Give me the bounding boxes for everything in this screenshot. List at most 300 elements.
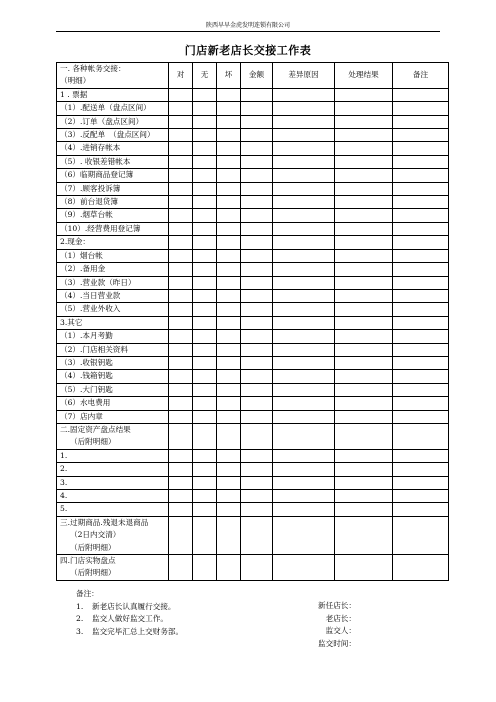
cell-reason[interactable] (273, 410, 335, 423)
cell-reason[interactable] (273, 397, 335, 410)
cell-remark[interactable] (393, 209, 449, 222)
cell-result[interactable] (335, 356, 393, 369)
cell-amount[interactable] (241, 115, 273, 128)
cell-result[interactable] (335, 370, 393, 383)
row-label: （1）烟台帐 (57, 249, 169, 262)
table-row (57, 463, 449, 476)
cell-huai[interactable] (217, 222, 241, 235)
note-text: 监交人做好监交工作。 (92, 614, 168, 624)
cell-huai[interactable] (217, 503, 241, 516)
cell-reason[interactable] (273, 169, 335, 182)
cell-remark[interactable] (393, 142, 449, 155)
cell-wu[interactable] (193, 316, 217, 329)
cell-amount[interactable] (241, 410, 273, 423)
cell-amount[interactable] (241, 356, 273, 369)
table-row (57, 236, 449, 249)
cell-remark[interactable] (393, 423, 449, 449)
cell-dui[interactable] (169, 155, 193, 168)
cell-remark[interactable] (393, 463, 449, 476)
cell-dui[interactable] (169, 196, 193, 209)
cell-reason[interactable] (273, 209, 335, 222)
table-row (57, 88, 449, 101)
cell-result[interactable] (335, 169, 393, 182)
cell-reason[interactable] (273, 370, 335, 383)
cell-remark[interactable] (393, 410, 449, 423)
cell-reason[interactable] (273, 142, 335, 155)
cell-remark[interactable] (393, 249, 449, 262)
cell-dui[interactable] (169, 169, 193, 182)
cell-result[interactable] (335, 303, 393, 316)
cell-result[interactable] (335, 263, 393, 276)
cell-wu[interactable] (193, 423, 217, 449)
row-label: （4）.进销存帐本 (57, 142, 169, 155)
cell-amount[interactable] (241, 490, 273, 503)
cell-result[interactable] (335, 209, 393, 222)
cell-wu[interactable] (193, 476, 217, 489)
cell-remark[interactable] (393, 316, 449, 329)
cell-reason[interactable] (273, 463, 335, 476)
cell-amount[interactable] (241, 276, 273, 289)
cell-amount[interactable] (241, 370, 273, 383)
cell-remark[interactable] (393, 383, 449, 396)
cell-remark[interactable] (393, 330, 449, 343)
cell-dui[interactable] (169, 222, 193, 235)
cell-amount[interactable] (241, 555, 273, 581)
cell-remark[interactable] (393, 169, 449, 182)
cell-wu[interactable] (193, 182, 217, 195)
notes-heading: 备注： (76, 589, 99, 598)
cell-reason[interactable] (273, 182, 335, 195)
cell-remark[interactable] (393, 503, 449, 516)
cell-amount[interactable] (241, 303, 273, 316)
cell-remark[interactable] (393, 555, 449, 581)
cell-reason[interactable] (273, 423, 335, 449)
table-row (57, 449, 449, 462)
cell-dui[interactable] (169, 449, 193, 462)
cell-reason[interactable] (273, 343, 335, 356)
cell-remark[interactable] (393, 196, 449, 209)
cell-huai[interactable] (217, 182, 241, 195)
cell-reason[interactable] (273, 222, 335, 235)
cell-amount[interactable] (241, 182, 273, 195)
table-row (57, 555, 449, 581)
cell-wu[interactable] (193, 370, 217, 383)
cell-remark[interactable] (393, 129, 449, 142)
cell-wu[interactable] (193, 222, 217, 235)
cell-amount[interactable] (241, 397, 273, 410)
cell-huai[interactable] (217, 263, 241, 276)
header-item (57, 63, 169, 89)
cell-remark[interactable] (393, 356, 449, 369)
cell-remark[interactable] (393, 370, 449, 383)
row-label: （10）.经营费用登记簿 (57, 222, 169, 235)
cell-dui[interactable] (169, 423, 193, 449)
cell-huai[interactable] (217, 289, 241, 302)
cell-wu[interactable] (193, 356, 217, 369)
cell-wu[interactable] (193, 383, 217, 396)
cell-result[interactable] (335, 503, 393, 516)
section3-label (57, 516, 169, 554)
cell-result[interactable] (335, 449, 393, 462)
section4-line2: （后附明细） (70, 568, 116, 578)
cell-reason[interactable] (273, 303, 335, 316)
cell-huai[interactable] (217, 343, 241, 356)
cell-remark[interactable] (393, 155, 449, 168)
cell-amount[interactable] (241, 88, 273, 101)
cell-dui[interactable] (169, 383, 193, 396)
cell-wu[interactable] (193, 102, 217, 115)
note-number: 3. (76, 626, 84, 636)
cell-remark[interactable] (393, 516, 449, 554)
signature-block (276, 600, 356, 650)
cell-result[interactable] (335, 289, 393, 302)
cell-amount[interactable] (241, 169, 273, 182)
cell-huai[interactable] (217, 88, 241, 101)
cell-amount[interactable] (241, 129, 273, 142)
cell-remark[interactable] (393, 303, 449, 316)
table-row (57, 410, 449, 423)
cell-dui[interactable] (169, 209, 193, 222)
section4-line1: 四.门店实物盘点 (60, 556, 116, 566)
cell-amount[interactable] (241, 142, 273, 155)
cell-amount[interactable] (241, 222, 273, 235)
asset-row-label: 5. (57, 503, 169, 516)
table-row (57, 276, 449, 289)
cell-wu[interactable] (193, 196, 217, 209)
cell-remark[interactable] (393, 397, 449, 410)
table-row (57, 182, 449, 195)
table-row (57, 222, 449, 235)
cell-huai[interactable] (217, 276, 241, 289)
cell-reason[interactable] (273, 249, 335, 262)
cell-wu[interactable] (193, 503, 217, 516)
cell-reason[interactable] (273, 383, 335, 396)
cell-huai[interactable] (217, 423, 241, 449)
cell-wu[interactable] (193, 490, 217, 503)
cell-result[interactable] (335, 142, 393, 155)
cell-result[interactable] (335, 222, 393, 235)
cell-dui[interactable] (169, 316, 193, 329)
cell-reason[interactable] (273, 155, 335, 168)
row-label: 3.其它 (57, 316, 169, 329)
cell-huai[interactable] (217, 490, 241, 503)
cell-huai[interactable] (217, 102, 241, 115)
cell-reason[interactable] (273, 330, 335, 343)
cell-amount[interactable] (241, 383, 273, 396)
cell-wu[interactable] (193, 209, 217, 222)
cell-dui[interactable] (169, 263, 193, 276)
cell-result[interactable] (335, 410, 393, 423)
table-row (57, 129, 449, 142)
cell-wu[interactable] (193, 129, 217, 142)
row-label: （5）.营业外收入 (57, 303, 169, 316)
cell-huai[interactable] (217, 236, 241, 249)
cell-remark[interactable] (393, 102, 449, 115)
cell-wu[interactable] (193, 449, 217, 462)
asset-row-label: 3. (57, 476, 169, 489)
cell-wu[interactable] (193, 343, 217, 356)
table-row (57, 343, 449, 356)
cell-reason[interactable] (273, 516, 335, 554)
cell-result[interactable] (335, 276, 393, 289)
table-row (57, 155, 449, 168)
cell-dui[interactable] (169, 303, 193, 316)
cell-remark[interactable] (393, 490, 449, 503)
cell-result[interactable] (335, 249, 393, 262)
signature-supervisor: 监交人： (325, 626, 356, 636)
cell-remark[interactable] (393, 289, 449, 302)
header-amount: 金额 (241, 63, 273, 89)
table-row (57, 503, 449, 516)
cell-result[interactable] (335, 330, 393, 343)
cell-huai[interactable] (217, 370, 241, 383)
cell-wu[interactable] (193, 516, 217, 554)
cell-wu[interactable] (193, 289, 217, 302)
cell-reason[interactable] (273, 289, 335, 302)
cell-huai[interactable] (217, 142, 241, 155)
row-label: （5）. 收银差错帐本 (57, 155, 169, 168)
table-row (57, 490, 449, 503)
table-row (57, 383, 449, 396)
row-label: （1）.本月考勤 (57, 330, 169, 343)
cell-reason[interactable] (273, 196, 335, 209)
cell-reason[interactable] (273, 476, 335, 489)
cell-huai[interactable] (217, 463, 241, 476)
cell-wu[interactable] (193, 115, 217, 128)
cell-dui[interactable] (169, 370, 193, 383)
cell-dui[interactable] (169, 555, 193, 581)
row-label: （7）.顾客投诉簿 (57, 182, 169, 195)
cell-amount[interactable] (241, 155, 273, 168)
cell-huai[interactable] (217, 410, 241, 423)
cell-wu[interactable] (193, 410, 217, 423)
cell-result[interactable] (335, 343, 393, 356)
row-label: （9）.烟草台帐 (57, 209, 169, 222)
cell-reason[interactable] (273, 102, 335, 115)
cell-dui[interactable] (169, 129, 193, 142)
table-row (57, 263, 449, 276)
cell-wu[interactable] (193, 263, 217, 276)
cell-dui[interactable] (169, 102, 193, 115)
cell-wu[interactable] (193, 236, 217, 249)
cell-huai[interactable] (217, 476, 241, 489)
cell-remark[interactable] (393, 343, 449, 356)
cell-dui[interactable] (169, 115, 193, 128)
table-row (57, 303, 449, 316)
cell-remark[interactable] (393, 182, 449, 195)
cell-dui[interactable] (169, 330, 193, 343)
cell-amount[interactable] (241, 449, 273, 462)
cell-amount[interactable] (241, 263, 273, 276)
cell-huai[interactable] (217, 115, 241, 128)
cell-amount[interactable] (241, 209, 273, 222)
cell-wu[interactable] (193, 397, 217, 410)
cell-result[interactable] (335, 423, 393, 449)
cell-wu[interactable] (193, 169, 217, 182)
table-row (57, 316, 449, 329)
row-label: （3）.收银钥匙 (57, 356, 169, 369)
cell-wu[interactable] (193, 88, 217, 101)
cell-result[interactable] (335, 555, 393, 581)
row-label: （2）.订单（盘点区间） (57, 115, 169, 128)
cell-dui[interactable] (169, 397, 193, 410)
cell-remark[interactable] (393, 276, 449, 289)
cell-reason[interactable] (273, 263, 335, 276)
cell-wu[interactable] (193, 463, 217, 476)
cell-reason[interactable] (273, 276, 335, 289)
cell-amount[interactable] (241, 463, 273, 476)
cell-huai[interactable] (217, 356, 241, 369)
cell-result[interactable] (335, 155, 393, 168)
row-label: 1 . 票据 (57, 88, 169, 101)
cell-wu[interactable] (193, 330, 217, 343)
cell-remark[interactable] (393, 88, 449, 101)
note-number: 1. (76, 601, 84, 611)
cell-remark[interactable] (393, 263, 449, 276)
table-row (57, 476, 449, 489)
cell-wu[interactable] (193, 555, 217, 581)
cell-huai[interactable] (217, 449, 241, 462)
row-label: （5）.大门钥匙 (57, 383, 169, 396)
cell-result[interactable] (335, 490, 393, 503)
cell-remark[interactable] (393, 449, 449, 462)
cell-reason[interactable] (273, 503, 335, 516)
cell-dui[interactable] (169, 463, 193, 476)
signature-new-manager: 新任店长： (318, 601, 356, 610)
company-header: 陕西早早金虎发明连锁有限公司 (56, 20, 440, 32)
cell-reason[interactable] (273, 555, 335, 581)
cell-reason[interactable] (273, 88, 335, 101)
cell-result[interactable] (335, 102, 393, 115)
cell-result[interactable] (335, 196, 393, 209)
cell-reason[interactable] (273, 449, 335, 462)
row-label: （4）.当日营业款 (57, 289, 169, 302)
cell-amount[interactable] (241, 249, 273, 262)
cell-reason[interactable] (273, 316, 335, 329)
cell-huai[interactable] (217, 330, 241, 343)
cell-dui[interactable] (169, 142, 193, 155)
row-label: （6）水电费用 (57, 397, 169, 410)
cell-result[interactable] (335, 383, 393, 396)
row-label: （3）.反配单 （盘点区间） (57, 129, 169, 142)
cell-reason[interactable] (273, 490, 335, 503)
cell-result[interactable] (335, 115, 393, 128)
cell-wu[interactable] (193, 155, 217, 168)
cell-dui[interactable] (169, 476, 193, 489)
cell-result[interactable] (335, 182, 393, 195)
cell-huai[interactable] (217, 316, 241, 329)
cell-reason[interactable] (273, 236, 335, 249)
cell-dui[interactable] (169, 356, 193, 369)
table-row (57, 196, 449, 209)
signature-old-manager: 老店长： (325, 613, 356, 623)
cell-result[interactable] (335, 463, 393, 476)
section3-line3: （后附明细） (70, 542, 116, 552)
row-label: （2）.备用金 (57, 263, 169, 276)
cell-reason[interactable] (273, 115, 335, 128)
cell-dui[interactable] (169, 289, 193, 302)
cell-result[interactable] (335, 397, 393, 410)
row-label: 2.现金： (57, 236, 169, 249)
cell-dui[interactable] (169, 249, 193, 262)
cell-result[interactable] (335, 316, 393, 329)
cell-huai[interactable] (217, 383, 241, 396)
cell-wu[interactable] (193, 303, 217, 316)
cell-huai[interactable] (217, 397, 241, 410)
cell-amount[interactable] (241, 423, 273, 449)
cell-amount[interactable] (241, 236, 273, 249)
cell-result[interactable] (335, 516, 393, 554)
cell-huai[interactable] (217, 303, 241, 316)
note-number: 2. (76, 614, 84, 624)
note-text: 监交完毕汇总上交财务部。 (92, 626, 184, 636)
cell-amount[interactable] (241, 476, 273, 489)
cell-huai[interactable] (217, 196, 241, 209)
cell-huai[interactable] (217, 209, 241, 222)
cell-dui[interactable] (169, 503, 193, 516)
cell-dui[interactable] (169, 182, 193, 195)
cell-amount[interactable] (241, 316, 273, 329)
table-row (57, 102, 449, 115)
cell-amount[interactable] (241, 289, 273, 302)
cell-amount[interactable] (241, 343, 273, 356)
cell-wu[interactable] (193, 249, 217, 262)
cell-remark[interactable] (393, 115, 449, 128)
table-row (57, 330, 449, 343)
cell-reason[interactable] (273, 129, 335, 142)
cell-dui[interactable] (169, 88, 193, 101)
cell-amount[interactable] (241, 196, 273, 209)
cell-result[interactable] (335, 88, 393, 101)
page-title: 门店新老店长交接工作表 (184, 44, 312, 57)
cell-dui[interactable] (169, 236, 193, 249)
cell-dui[interactable] (169, 343, 193, 356)
table-row (57, 423, 449, 449)
cell-remark[interactable] (393, 236, 449, 249)
cell-amount[interactable] (241, 516, 273, 554)
cell-amount[interactable] (241, 503, 273, 516)
header-result: 处理结果 (335, 63, 393, 89)
cell-amount[interactable] (241, 102, 273, 115)
cell-dui[interactable] (169, 410, 193, 423)
cell-amount[interactable] (241, 330, 273, 343)
cell-huai[interactable] (217, 155, 241, 168)
table-row (57, 209, 449, 222)
cell-huai[interactable] (217, 555, 241, 581)
cell-result[interactable] (335, 236, 393, 249)
cell-dui[interactable] (169, 276, 193, 289)
cell-reason[interactable] (273, 356, 335, 369)
cell-huai[interactable] (217, 249, 241, 262)
cell-huai[interactable] (217, 516, 241, 554)
cell-result[interactable] (335, 476, 393, 489)
cell-dui[interactable] (169, 490, 193, 503)
row-label: （4）.钱箱钥匙 (57, 370, 169, 383)
table-row (57, 397, 449, 410)
cell-remark[interactable] (393, 476, 449, 489)
cell-remark[interactable] (393, 222, 449, 235)
header-remark: 备注 (393, 63, 449, 89)
cell-wu[interactable] (193, 142, 217, 155)
cell-huai[interactable] (217, 129, 241, 142)
table-row (57, 115, 449, 128)
header-item-line1: 一. 各种帐务交接： (60, 64, 126, 73)
cell-huai[interactable] (217, 169, 241, 182)
cell-dui[interactable] (169, 516, 193, 554)
section2-label (57, 423, 169, 449)
cell-result[interactable] (335, 129, 393, 142)
cell-wu[interactable] (193, 276, 217, 289)
